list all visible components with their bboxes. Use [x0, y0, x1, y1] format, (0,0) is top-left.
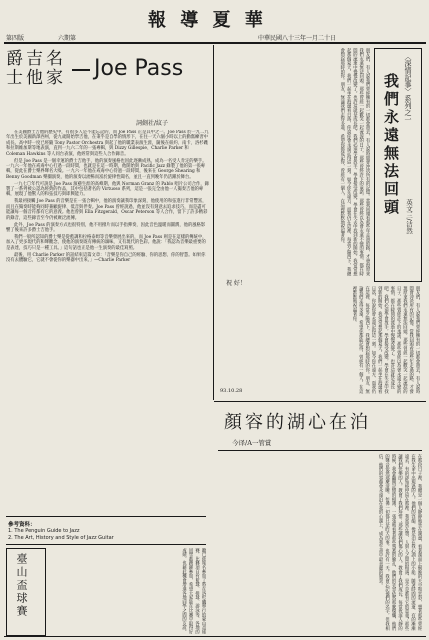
masthead-title: 報 導 夏 華	[148, 10, 267, 31]
period-label: 六期第	[58, 35, 77, 42]
paragraph: 我最初接觸 Joe Pass 的音樂是在一張合輯中，他的演奏讓我印象深刻，他使用的和弦進行非常豐富，而且在獨奏時能夠同時兼顧旋律、低音與伴奏。Joe Pass 曾經說過，他並沒有刻意去追求技巧，而是盡可能讓每一個音符都有它的意義。他也曾與 Ella Fitzgerald、Oscar Peterson 等人合作，留下了許多精彩的錄音，這些錄音至今仍被廣泛流傳。	[6, 199, 208, 221]
paragraph: 我們一般所認知的爵士樂是從藍調和拉格泰姆等音樂發展出來的，而 Joe Pass 則是在這樣的傳統中，加入了更多現代的和聲觀念，使他的演奏既有傳統的韻味，又有現代的色彩。他說：「我認為音樂最重要的是表達，技巧只是一種工具。」這句話也正是他一生演奏的最佳寫照。	[6, 234, 207, 251]
box-body: 聽已經報名參加了將在洛杉磯舉行的臺山盃球賽，比賽項目有籃球、排球、游泳等，各地的同學都踴躍參加，希望大家能在比賽中取得好成績，也藉此機會增進各地同學之間的友誼。	[181, 548, 206, 634]
sports-box	[6, 548, 46, 636]
center-divider	[213, 45, 214, 400]
paragraph: 一九七〇年代可說是 Joe Pass 演藝生涯的高峰期，他與 Norman Granz 的 Pablo 唱片公司合作，錄製了一系列被公認為經典的作品，其中包括著名的 Virtuoso 系列，這是一張完全由他一人獨奏吉他的專輯，展現了他驚人的和弦技巧與即興能力。	[6, 181, 209, 198]
article-body-right: 朋友們，有人說我們曾經擁有的一切都會過去，有人說時間會沖淡所有的記憶。當我回頭看那些年走過的路，才發現原來我們永遠無法回頭。那些曾經一起歡笑一起流淚的日子，那些曾經許下的承諾，那些曾經以為會永遠不變的事情，都在時間的流逝中慢慢改變了。也許這就是成長吧，我們必須學會放手，學會接受改變，學會在失去中找到新的開始。我常常想起那個夏天，我們一起坐在海邊看日落，你說你會永遠記得這一刻。如今你在遠方，而我仍在這裡，每當夕陽西下，我總會想起那時的你。朋友，無論我們走得多遠，希望你都能記得，曾經有一個人，在這裡默默地祝福著你。	[339, 48, 370, 276]
series-label: 〈深情記事〉系列之一	[404, 53, 412, 123]
masthead	[0, 0, 429, 42]
title-en: Joe Pass	[94, 56, 184, 81]
issue-label: 第四版	[6, 35, 25, 42]
masthead-rule	[4, 42, 426, 44]
left-article	[4, 46, 210, 636]
sign-off: 祝 好！	[226, 280, 246, 287]
date-label: 中華民國八十三年一月二十日	[258, 35, 337, 42]
article-body	[6, 130, 209, 512]
article-date: 93.10.28	[220, 388, 243, 394]
article-title	[6, 50, 206, 96]
paragraph: 但是 Joe Pass 是一個幸運的爵士吉他手，他的演奏風格也因此逐漸成熟，成為一名受人肯定的樂手。一九六一年他在戒毒中心打過一段時間，也就是在這一時期，他開始與 Pacific Jazz 錄製了他的第一張專輯，從此在爵士樂界聲名大噪。一九六一年他在戒毒中心待過一段時間，後來在 George Shearing 和 Benny Goodman 樂團演奏，他的演奏以流暢而富於旋律性聞名，並且一直到晚年仍活躍於舞台。	[6, 158, 207, 180]
box-title: 臺山盃球賽	[15, 553, 28, 618]
box-top-rule	[6, 544, 206, 545]
right-article	[216, 46, 426, 400]
title-char-3: 名家	[46, 49, 63, 88]
byline-right: 英文三/洁然	[405, 199, 413, 234]
bottom-byline: 今译/A一管賞	[232, 439, 272, 447]
ref-item: 1. The Penguin Guide to Jazz	[8, 528, 80, 534]
article-title-right: 我們永遠無法回頭	[382, 73, 400, 217]
ref-item: 2. The Art, History and Style of Jazz Guitar	[8, 535, 114, 541]
bottom-body: 在那段日子裡，我總是一個人靜靜地坐在湖邊，看著湖面上倒映的天空和雲彩，想著那些曾經在我生命中出現過的人。他們的容顏，像是泊在我心湖上的小船，隨著時間的流逝，有的漸漸遠去，有的卻始終停留在那裡。我常常在想，人與人之間的相遇，是不是都有它的意義？那些讓我們快樂的人，教會了我們珍惜；那些讓我們傷心的人，教會了我們成長。每當夜深人靜的時候，我會翻開記憶的相簿，一張張地看著那些熟悉的臉孔，他們的笑容依然那麼燦爛，他們的聲音依然那麼清晰，彷彿一切都只是昨天的事。也許有一天，我會忘記他們的名字，但我相信，他們的容顏會永遠泊在我的心湖上，成為我生命中最美麗的風景。	[378, 454, 422, 631]
bottom-title-rule	[218, 450, 422, 451]
refs-title: 參考資料：	[8, 522, 36, 528]
byline: 詞劍社/紋子	[136, 120, 169, 127]
title-char-1: 爵士	[6, 49, 23, 88]
title-dash	[72, 69, 90, 71]
article-body-right-cont: 朋友們，有人說我們曾經擁有的一切都會過去，有人說時間會沖淡所有的記憶。當我回頭看那些年走過的路，才發現原來我們永遠無法回頭。那些曾經一起歡笑一起流淚的日子，那些曾經許下的承諾，那些曾經以為會永遠不變的事情，都在時間的流逝中慢慢改變了。也許這就是成長吧，我們必須學會放手，學會接受改變，學會在失去中找到新的開始。我常常想起那個夏天，我們一起坐在海邊看日落，你說你會永遠記得這一刻。如今你在遠方，而我仍在這裡，每當夕陽西下，我總會想起那時的你。朋友，無論我們走得多遠，希望你都能記得，曾經有一個人，在這裡默默地祝福著你。	[352, 286, 420, 394]
page-bottom-rule	[4, 636, 426, 637]
paragraph: 最後，用 Charlie Parker 的話結束這篇文章：「音樂是你自己的經驗、你的思想、你的智慧。如果你沒有去體驗它，它就不會從你的樂器中出來。」—Charlie Parker	[6, 252, 206, 263]
bottom-title: 泊在心湖的容顏	[224, 412, 371, 433]
bottom-article	[214, 402, 426, 636]
title-box	[374, 48, 422, 282]
refs-rule	[6, 516, 206, 517]
paragraph: 此外，Joe Pass 的演奏方式也很特別，他不用撥片而以手指彈奏，因此音色溫暖而圓潤，他的風格影響了後來許多爵士吉他手。	[6, 222, 206, 233]
paragraph: 在美國爵士吉他的歷史中，有很多人是不能忘記的，而 Joe Pass 正是其中之一。Joe Pass 於一九二九年出生於美國新澤西州，從九歲開始學吉他，在秉乎是自學的情形下，在往一天六個小時以上的勤奮練習中成長。高中時一度已經隨 Tony Pastor Orchestra 與起了他的職業表演生涯，隨後在紐約、南卡、洛杉磯和拉斯維加斯等地表演，直到一九六二年的一張專輯，與 Dizzy Gillespie、Charlie Parker 和 Coleman Hawkins 等人同台表演，他經常與這些人合作錄音。	[6, 130, 209, 157]
title-char-2: 吉他	[26, 49, 43, 88]
